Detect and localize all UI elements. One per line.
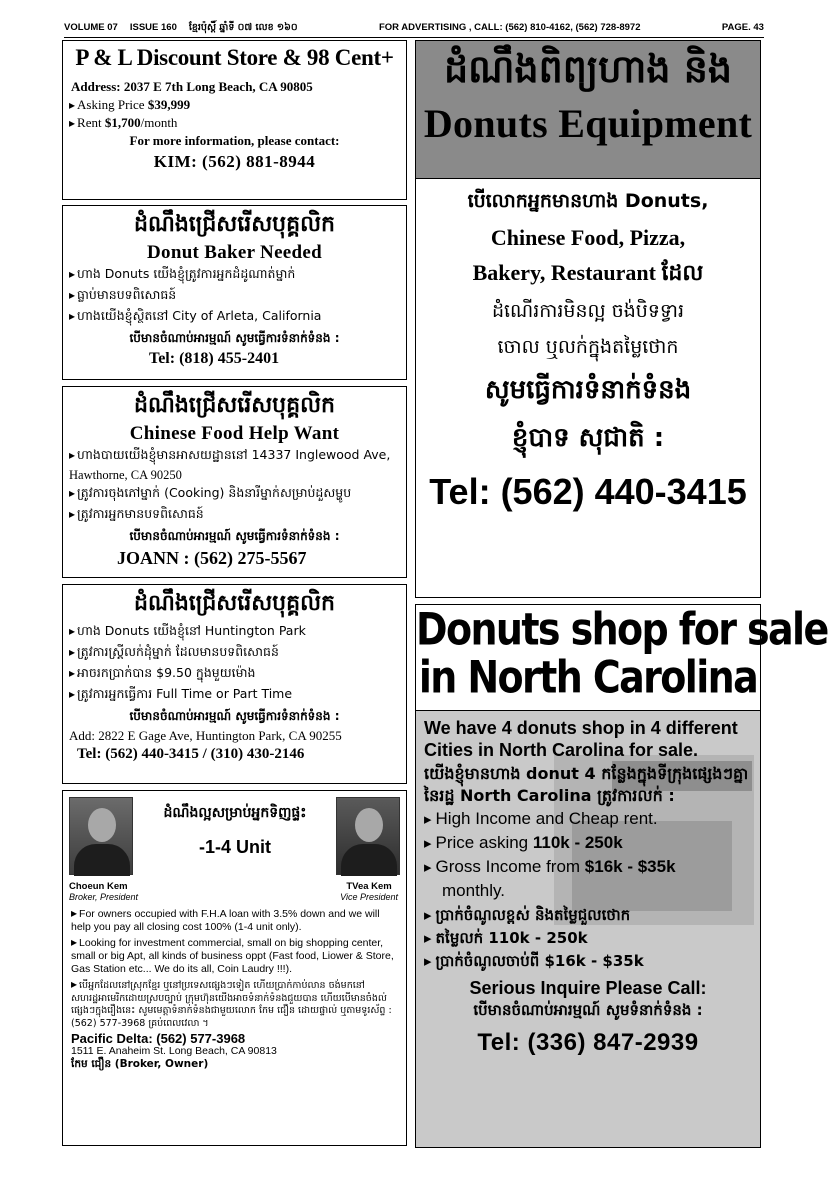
ad-khmer-heading: ដំណឹងល្អសម្រាប់អ្នកទិញផ្ទះ [163, 805, 307, 821]
contact-prompt: បើមានចំណាប់អារម្មណ៍ សូមធ្វើការទំនាក់ទំនង : [129, 529, 340, 543]
ad-chinese-food [62, 386, 407, 578]
body-line: ចោល ឬលក់ក្នុងតម្លៃថោក [497, 336, 679, 358]
body-line: Chinese Food, Pizza, [490, 225, 686, 250]
list-item: ▸ ធ្លាប់មានបទពិសោធន៍ [69, 287, 406, 306]
contact-phone: Tel: (562) 440-3415 [429, 471, 747, 512]
ad-donut-baker [62, 205, 407, 380]
contact-phone: JOANN : (562) 275-5567 [117, 548, 307, 568]
ad-khmer-title: ដំណឹងពិព្យហាង និង [443, 47, 733, 91]
list-item: ▸ ប្រាក់ចំណូលចាប់ពី $16k - $35k [424, 950, 752, 972]
body-line: ខ្ញុំបាទ សុជាតិ : [511, 423, 665, 453]
contact-phone: KIM: (562) 881-8944 [153, 152, 316, 171]
ad-title-line: Donuts shop for sale [416, 603, 828, 655]
contact-prompt: បើមានចំណាប់អារម្មណ៍ សូមធ្វើការទំនាក់ទំនង : [129, 709, 340, 723]
company-phone: Pacific Delta: (562) 577-3968 [71, 1031, 246, 1046]
list-item: ▸ តម្លៃលក់ 110k - 250k [424, 927, 752, 949]
issue-label: ISSUE 160 [129, 22, 177, 33]
khmer-issue-label: ខ្មែរប៉ុស្តិ៍ ឆ្នាំទី ០៧ លេខ ១៦០ [188, 21, 298, 33]
list-item: ▸ ប្រាក់ចំណូលខ្ពស់ និងតម្លៃជួលថោក [424, 904, 752, 926]
list-item: ▸ ត្រូវការអ្នកមានបទពិសោធន៍ [69, 506, 406, 525]
rent-price: ▸ Rent $1,700/month [69, 115, 406, 131]
ad-discount-store [62, 40, 407, 200]
ad-north-carolina [415, 603, 828, 1148]
asking-price: ▸ Asking Price $39,999 [69, 97, 406, 113]
ad-body [71, 907, 401, 1071]
body-line: សូមធ្វើការទំនាក់ទំនង [484, 375, 692, 405]
paragraph: ▸ បើអ្នកដែលនៅស្រុកខ្មែរ ឬនៅប្រទេសផ្សេងៗទៀត ហើយប្រាក់កាប់លាន ចង់មកនៅសហរដ្ឋអាមេរិកដោយស្របច្បាប់ ក្រុមហ៊ុនយើងអាចទំនាក់ទំនងជួយបាន ហើយបើមានចំងល់ផ្សេងៗក្នុងរឿងនេះ សូមមេត្តាទំនាក់ទំនងជាមួយលោក កែម ជឿន ដោយផ្ទាល់ ឬតាមទូរស័ព្ទ : (562) 577-3968 គ្រប់ពេលវេលា ។ [71, 978, 401, 1030]
agent-photo-right [336, 797, 400, 875]
list-item: ▸ High Income and Cheap rent. [424, 808, 752, 831]
list-item: ▸ ហាង Donuts យើងខ្ញុំនៅ Huntington Park [69, 623, 406, 642]
list-item: ▸ ត្រូវការចុងភៅម្នាក់ (Cooking) និងនារីម្នាក់សម្រាប់ដួសម្ហូប [69, 485, 406, 504]
page-number: PAGE. 43 [721, 22, 764, 33]
agent-left: Choeun Kem Broker, President [69, 881, 139, 902]
ad-huntington-donuts [62, 584, 407, 784]
inquiry-prompt: Serious Inquire Please Call: [469, 978, 707, 998]
ad-header [416, 603, 828, 711]
ad-address: Address: 2037 E 7th Long Beach, CA 90805 [71, 79, 313, 94]
ad-title-line: in North Carolina [418, 651, 758, 703]
body-line: Bakery, Restaurant ដែល [472, 260, 704, 285]
unit-label: -1-4 Unit [199, 837, 271, 857]
contact-phone: Tel: (818) 455-2401 [149, 350, 280, 367]
volume-label: VOLUME 07 [64, 22, 118, 33]
paragraph: ▸ Looking for investment commercial, small on big shopping center, small or big Apt, all kinds of business oppt (Fast food, Liower & Store, Gas Station etc... We do its all, Coin Laudry !!!). [71, 936, 401, 976]
contact-phone: Tel: (336) 847-2939 [477, 1029, 699, 1056]
ad-title: Chinese Food Help Want [129, 423, 340, 444]
list-item: ▸ ត្រូវការអ្នកធ្វើការ Full Time or Part Time [69, 686, 406, 705]
agent-photo-left [69, 797, 133, 875]
paragraph: ▸ For owners occupied with F.H.A loan with 3.5% down and we will help you pay all closing cost 100% (1-4 unit only). [71, 907, 401, 934]
ad-donuts-equipment [415, 40, 761, 598]
khmer-intro: យើងខ្ញុំមានហាង donut 4 កន្លែងក្នុងទីក្រុងផ្សេងៗគ្នា នៃរដ្ឋ North Carolina ត្រូវការលក់ : [424, 764, 749, 805]
body-line: បើលោកអ្នកមានហាង Donuts, [467, 190, 709, 212]
company-address: 1511 E. Anaheim St. Long Beach, CA 90813 [71, 1045, 277, 1057]
contact-phone: Tel: (562) 440-3415 / (310) 430-2146 [77, 746, 305, 762]
ad-realtor [62, 790, 407, 1146]
list-item: ▸ ត្រូវការស្រ្តីលក់ដុំម្នាក់ ដែលមានបទពិសោធន៍ [69, 644, 406, 663]
ad-khmer-title: ដំណឹងជ្រើសរើសបុគ្គលិក [134, 591, 335, 616]
list-item: ▸ អាចរកប្រាក់បាន $9.50 ក្នុងមួយម៉ោង [69, 665, 406, 684]
ad-title: Donut Baker Needed [147, 242, 322, 263]
body-line: ដំណើរការមិនល្អ ចង់បិទទ្វារ [491, 300, 685, 322]
khmer-call: បើមានចំណាប់អារម្មណ៍ សូមទំនាក់ទំនង : [473, 1001, 703, 1019]
company-owner: កែម ជឿន (Broker, Owner) [71, 1058, 209, 1070]
ad-address: Add: 2822 E Gage Ave, Huntington Park, CA 90255 [69, 728, 342, 743]
list-item: ▸ Gross Income from $16k - $35k [424, 856, 752, 879]
list-item: ▸ Price asking 110k - 250k [424, 832, 752, 855]
contact-prompt: បើមានចំណាប់អារម្មណ៍ សូមធ្វើការទំនាក់ទំនង : [129, 331, 340, 345]
intro-text: We have 4 donuts shop in 4 different Cities in North Carolina for sale. [424, 718, 738, 760]
list-item: monthly. [442, 881, 505, 900]
list-item: ▸ ហាង Donuts យើងខ្ញុំត្រូវការអ្នកដំដូណាត់ម្នាក់ [69, 266, 406, 285]
ad-header [416, 41, 760, 179]
page-header [64, 18, 764, 38]
ad-title: Donuts Equipment [423, 101, 753, 146]
ad-body [416, 711, 760, 1057]
ad-title: P & L Discount Store & 98 Cent+ [75, 45, 394, 70]
list-item: ▸ ហាងបាយយើងខ្ញុំមានអាសយដ្ឋាននៅ 14337 Inglewood Ave, [69, 447, 406, 466]
ad-khmer-title: ដំណឹងជ្រើសរើសបុគ្គលិក [134, 212, 335, 237]
ad-body [416, 189, 760, 459]
list-item: ▸ ហាងយើងខ្ញុំស្ថិតនៅ City of Arleta, California [69, 308, 406, 327]
contact-info: For more information, please contact: [129, 133, 340, 148]
header-left [64, 21, 298, 35]
advertising-contact: FOR ADVERTISING , CALL: (562) 810-4162, (562) 728-8972 [378, 22, 641, 33]
agent-right: TVea Kem Vice President [340, 881, 398, 902]
ad-khmer-title: ដំណឹងជ្រើសរើសបុគ្គលិក [134, 393, 335, 418]
list-item: Hawthorne, CA 90250 [69, 468, 182, 482]
